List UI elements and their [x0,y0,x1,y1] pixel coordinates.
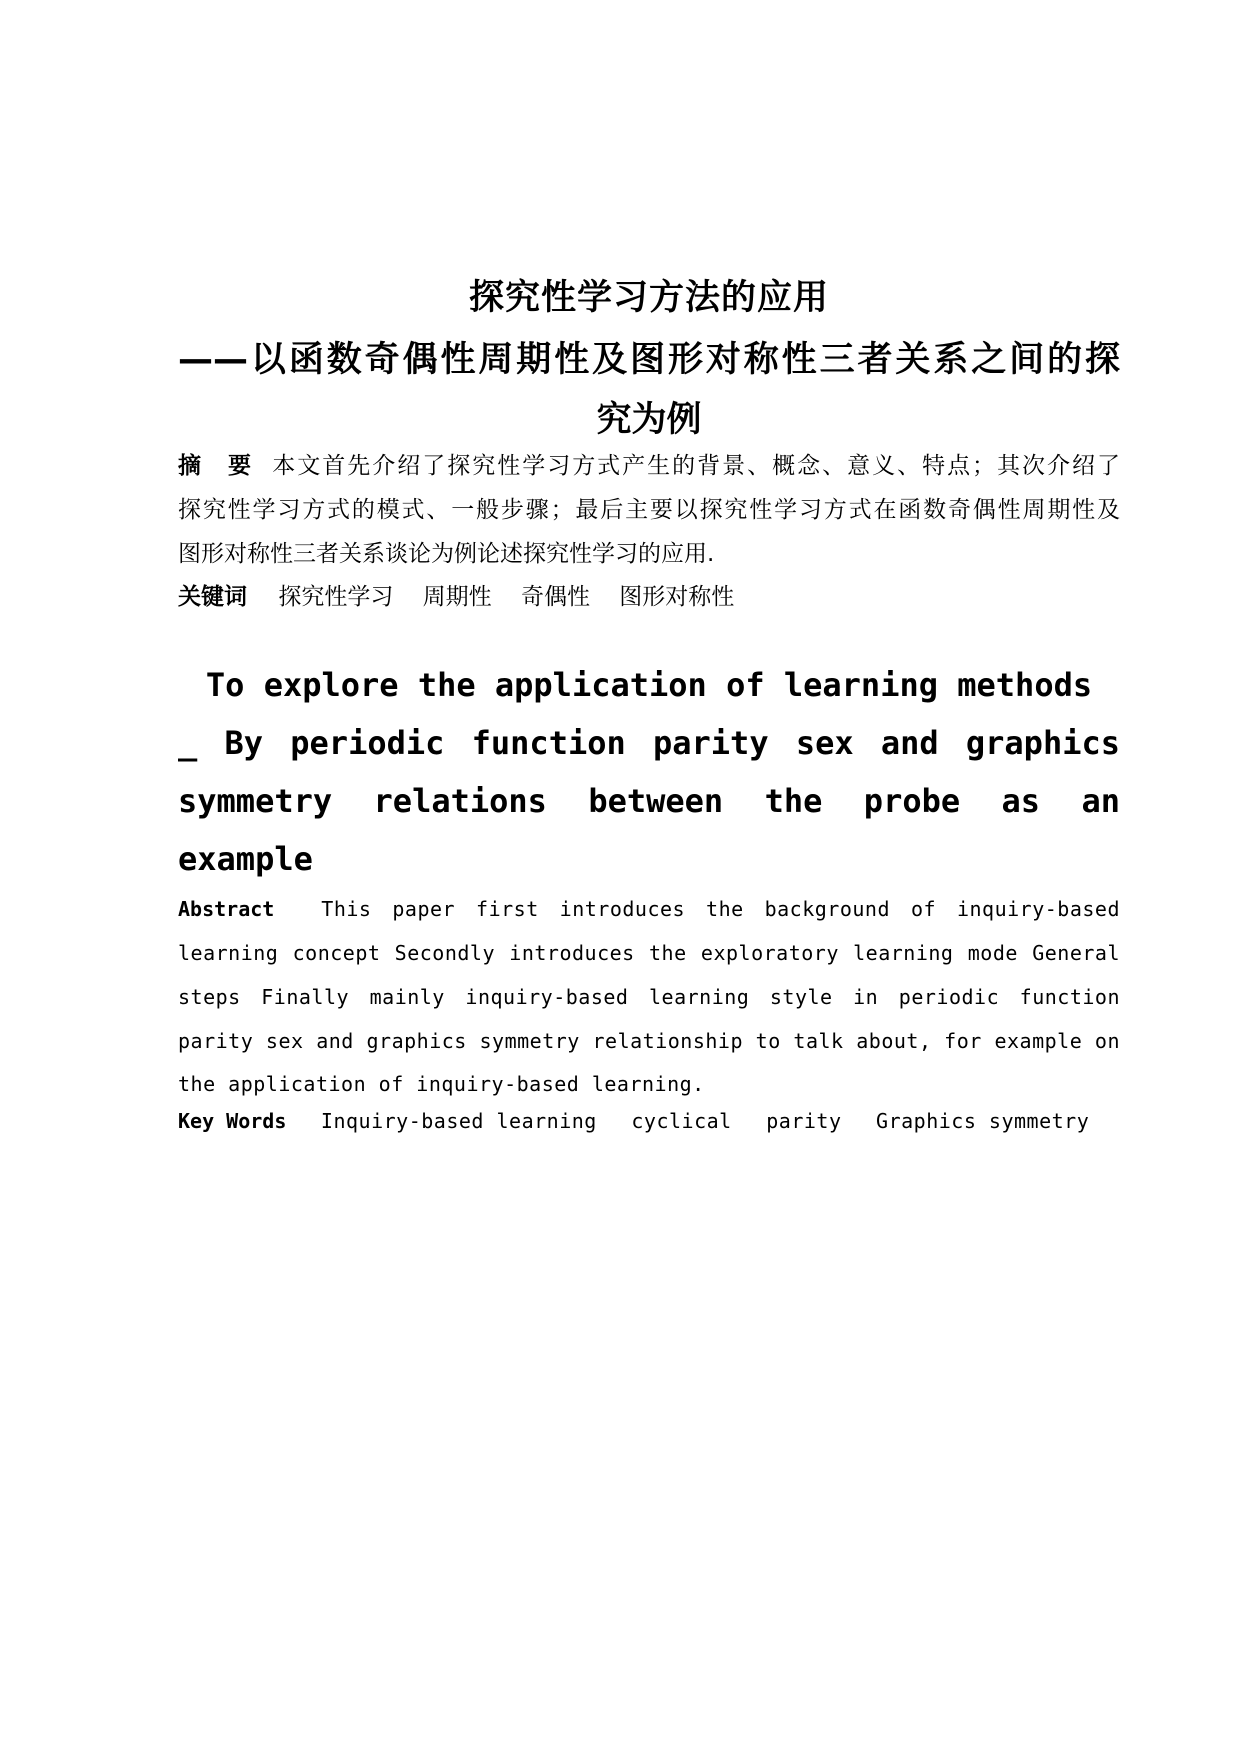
en-title-line-2: _ By periodic function parity sex and graphics [178,724,1120,762]
cn-keyword: 图形对称性 [619,584,735,610]
en-abstract-line-4: parity sex and graphics symmetry relationship to talk about, for example on [178,1029,1120,1053]
en-keyword: Graphics symmetry [876,1109,1090,1133]
en-abstract-line-3: steps Finally mainly inquiry-based learning style in periodic function [178,985,1120,1009]
en-abstract-label: Abstract [178,897,275,921]
en-keywords-label: Key Words [178,1109,287,1133]
cn-subtitle-line-1: ——以函数奇偶性周期性及图形对称性三者关系之间的探 [178,340,1120,380]
en-abstract-line-2: learning concept Secondly introduces the exploratory learning mode General [178,941,1120,965]
cn-keyword: 奇偶性 [520,584,590,610]
cn-abstract-line-2: 探究性学习方式的模式、一般步骤；最后主要以探究性学习方式在函数奇偶性周期性及 [178,497,1120,523]
cn-abstract-line-3: 图形对称性三者关系谈论为例论述探究性学习的应用. [178,541,715,567]
cn-keyword: 探究性学习 [278,584,394,610]
cn-abstract-text-1: 本文首先介绍了探究性学习方式产生的背景、概念、意义、特点；其次介绍了 [272,453,1121,479]
cn-abstract-label: 摘 要 [178,453,253,479]
cn-title: 探究性学习方法的应用 [468,278,829,318]
cn-subtitle-line-2: 究为例 [596,400,702,440]
en-keyword: cyclical [631,1109,732,1133]
cn-keyword: 周期性 [422,584,492,610]
cn-abstract-line-1 [178,447,1120,480]
en-title-line-1: To explore the application of learning methods [205,666,1093,704]
en-keyword: parity [766,1109,842,1133]
en-abstract-line-1 [178,897,1120,921]
cn-keywords [178,578,1120,611]
cn-keywords-label: 关键词 [178,584,247,610]
en-title-line-4: example [178,840,313,878]
en-keywords [178,1109,1120,1133]
en-title-line-3: symmetry relations between the probe as an [178,782,1120,820]
en-abstract-text-1: This paper first introduces the background of inquiry-based [321,897,1121,921]
en-abstract-line-5: the application of inquiry-based learning. [178,1072,705,1096]
en-keyword: Inquiry-based learning [320,1109,597,1133]
